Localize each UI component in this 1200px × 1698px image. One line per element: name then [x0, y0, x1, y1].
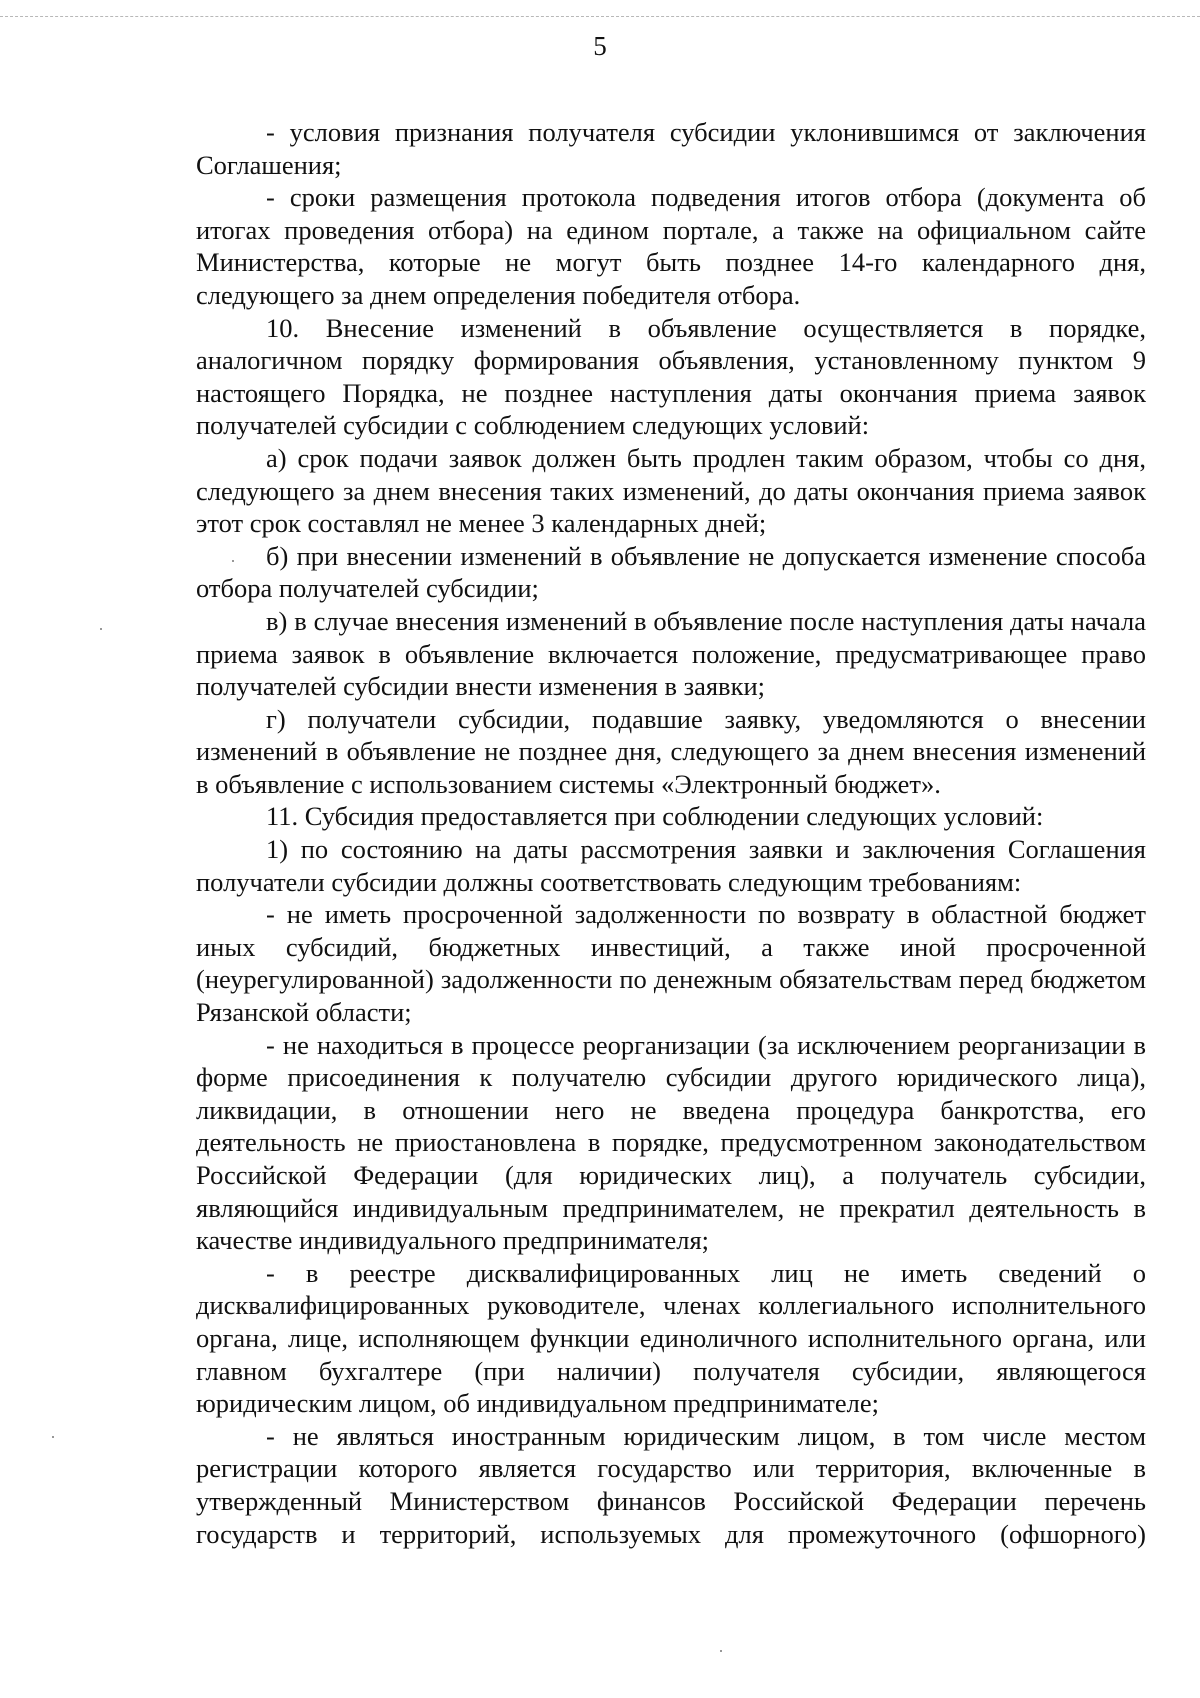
paragraph-not-foreign-entity: - не являться иностранным юридическим лицом, в том числе местом регистрации которого является государство или территория, включенные в утвержденный Министерством финансов Российской Федерации перечень государств и территорий, используемых для промежуточного (офшорного): [196, 1420, 1146, 1549]
paragraph-no-reorganization: - не находиться в процессе реорганизации (за исключением реорганизации в форме присоединения к получателю субсидии другого юридического лица), ликвидации, в отношении него не введена процедура банкротства, его деятельность не приостановлена в порядке, предусмотренном законодательством Российской Федерации (для юридических лиц), а получатель субсидии, являющийся индивидуальным предпринимателем, не прекратил деятельность в качестве индивидуального предпринимателя;: [196, 1029, 1146, 1256]
paragraph-subitem-g: г) получатели субсидии, подавшие заявку, уведомляются о внесении изменений в объявление не позднее дня, следующего за днем внесения изменений в объявление с использованием системы «Электронный бюджет».: [196, 703, 1146, 799]
paragraph-item-11-1: 1) по состоянию на даты рассмотрения заявки и заключения Соглашения получатели субсидии должны соответствовать следующим требованиям:: [196, 834, 1146, 897]
paragraph-subitem-v: в) в случае внесения изменений в объявление после наступления даты начала приема заявок в объявление включается положение, предусматривающее право получателей субсидии внести изменения в заявки;: [196, 605, 1146, 702]
scan-speck: [52, 1436, 54, 1438]
paragraph-no-overdue-debt: - не иметь просроченной задолженности по возврату в областной бюджет иных субсидий, бюджетных инвестиций, а также иной просроченной (неурегулированной) задолженности по денежным обязательствам перед бюджетом Рязанской области;: [196, 899, 1146, 1028]
scan-speck: [720, 1650, 722, 1652]
paragraph-subitem-b: б) при внесении изменений в объявление не допускается изменение способа отбора получателей субсидии;: [196, 540, 1146, 604]
paragraph-subitem-a: а) срок подачи заявок должен быть продлен таким образом, чтобы со дня, следующего за днем внесения таких изменений, до даты окончания приема заявок этот срок составлял не менее 3 календарных дней;: [196, 442, 1146, 539]
document-body: [196, 116, 1146, 1550]
paragraph-evasion-conditions: - условия признания получателя субсидии уклонившимся от заключения Соглашения;: [196, 117, 1146, 180]
page-number: 5: [593, 31, 607, 61]
paragraph-item-10: 10. Внесение изменений в объявление осуществляется в порядке, аналогичном порядку формирования объявления, установленному пунктом 9 настоящего Порядка, не позднее наступления даты окончания приема заявок получателей субсидии с соблюдением следующих условий:: [196, 312, 1146, 441]
paragraph-protocol-deadlines: - сроки размещения протокола подведения итогов отбора (документа об итогах проведения отбора) на едином портале, а также на официальном сайте Министерства, которые не могут быть позднее 14-го календарного дня, следующего за днем определения победителя отбора.: [196, 182, 1146, 310]
paragraph-item-11: 11. Субсидия предоставляется при соблюдении следующих условий:: [266, 801, 1044, 832]
paragraph-disqualified-registry: - в реестре дисквалифицированных лиц не иметь сведений о дисквалифицированных руководителе, членах коллегиального исполнительного органа, лице, исполняющем функции единоличного исполнительного органа, или главном бухгалтере (при наличии) получателя субсидии, являющегося юридическим лицом, об индивидуальном предпринимателе;: [196, 1257, 1146, 1419]
scan-edge-line: [0, 16, 1200, 17]
scan-speck: [232, 560, 234, 562]
scan-speck: [100, 628, 102, 630]
